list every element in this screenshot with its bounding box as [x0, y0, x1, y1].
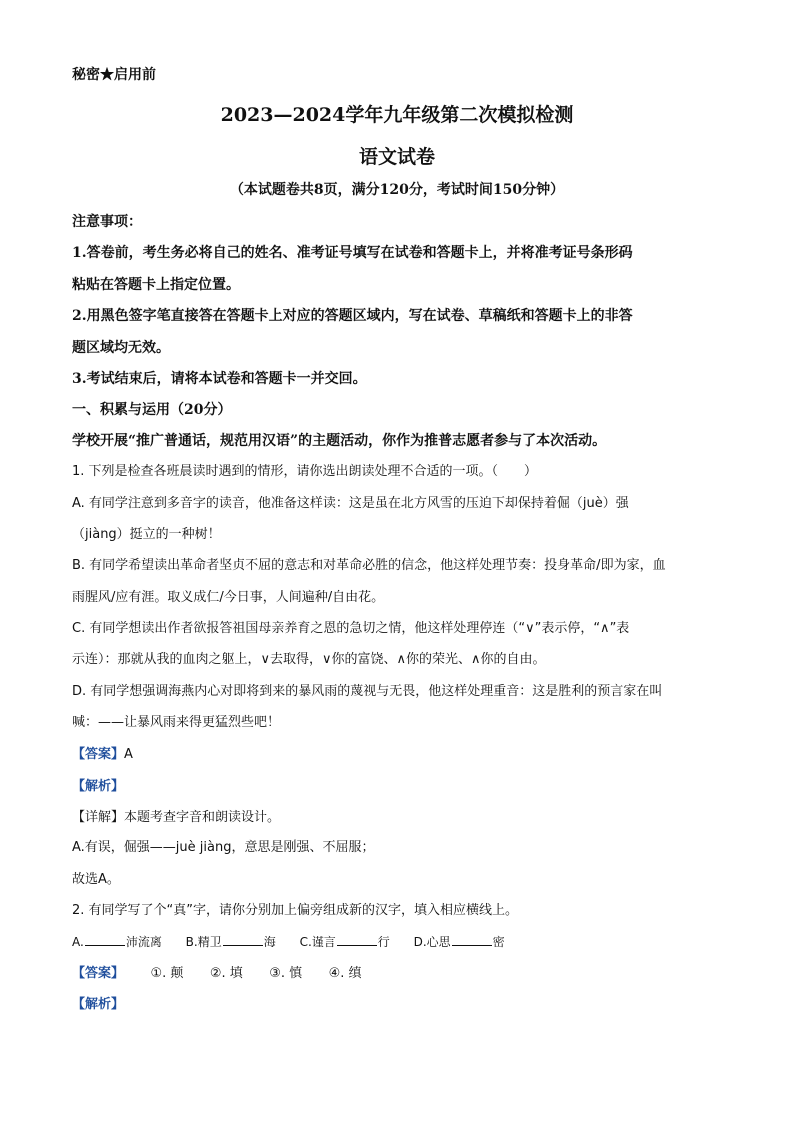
q2-item-b	[186, 933, 276, 951]
q1-detail-line2: 故选A。	[72, 872, 120, 887]
section-heading: 一、积累与运用（20分）	[72, 402, 232, 418]
q2-item-b-suffix: 海	[263, 935, 276, 949]
q1-option-c-line1: C. 有同学想读出作者欲报答祖国母亲养育之恩的急切之情，他这样处理停连（“∨”表示停，“∧”表	[72, 621, 630, 636]
note-2b: 题区域均无效。	[72, 340, 170, 356]
q2-item-a-prefix: A.	[72, 935, 84, 949]
q2-blank-b	[223, 933, 263, 946]
q1-option-b-line1: B. 有同学希望读出革命者坚贞不屈的意志和对革命必胜的信念，他这样处理节奏：投身革命/即为家，血	[72, 558, 666, 573]
q1-option-b-line2: 雨腥风/应有涯。取义成仁/今日事，人间遍种/自由花。	[72, 590, 385, 605]
q2-analysis-row	[72, 995, 722, 1014]
section-intro: 学校开展“推广普通话，规范用汉语”的主题活动，你作为推普志愿者参与了本次活动。	[72, 433, 607, 449]
q1-stem: 1. 下列是检查各班晨读时遇到的情形，请你选出朗读处理不合适的一项。（ ）	[72, 464, 538, 479]
q1-option-d-line1: D. 有同学想强调海燕内心对即将到来的暴风雨的蔑视与无畏，他这样处理重音：这是胜利的预言家在叫	[72, 684, 663, 699]
q1-detail: 本题考查字音和朗读设计。	[124, 810, 281, 825]
q2-answer-2: ②. 填	[209, 966, 243, 981]
answer-label: 【答案】	[72, 747, 125, 762]
answer-label: 【答案】	[72, 966, 125, 981]
q2-item-d-suffix: 密	[492, 935, 505, 949]
q2-item-c-prefix: C.谨言	[299, 935, 336, 949]
secret-label: 秘密★启用前	[72, 67, 156, 83]
q1-answer: A	[124, 747, 133, 762]
q1-option-c-line2: 示连）：那就从我的血肉之躯上，∨去取得，∨你的富饶、∧你的荣光、∧你的自由。	[72, 652, 546, 667]
q1-answer-row	[72, 745, 722, 764]
analysis-label: 【解析】	[72, 997, 125, 1012]
q2-fill-row	[72, 933, 722, 951]
q2-blank-d	[452, 933, 492, 946]
q2-answer-1: ①. 颠	[150, 966, 184, 981]
q1-detail-row	[72, 808, 722, 827]
q2-stem: 2. 有同学写了个“真”字，请你分别加上偏旁组成新的汉字，填入相应横线上。	[72, 903, 519, 918]
analysis-label: 【解析】	[72, 779, 125, 794]
note-1a: 1.答卷前，考生务必将自己的姓名、准考证号填写在试卷和答题卡上，并将准考证号条形码	[72, 245, 633, 261]
q2-item-a	[72, 933, 162, 951]
q1-analysis-row	[72, 777, 722, 796]
note-2a: 2.用黑色签字笔直接答在答题卡上对应的答题区域内，写在试卷、草稿纸和答题卡上的非答	[72, 308, 633, 324]
q2-item-c	[300, 933, 390, 951]
exam-info: （本试题卷共8页，满分120分，考试时间150分钟）	[229, 182, 565, 198]
q1-option-a-line2: （jiàng）挺立的一种树！	[72, 527, 221, 542]
q2-item-b-prefix: B.精卫	[185, 935, 222, 949]
q2-item-a-suffix: 沛流离	[125, 935, 162, 949]
q2-item-d-prefix: D.心思	[413, 935, 451, 949]
q2-answer-4: ④. 缜	[328, 966, 362, 981]
q2-answer-row	[72, 964, 722, 983]
q1-option-d-line2: 喊：——让暴风雨来得更猛烈些吧！	[72, 715, 281, 730]
q1-detail-line1: A.有误，倔强——juè jiàng，意思是刚强、不屈服；	[72, 840, 375, 855]
q2-answer-3: ③. 慎	[269, 966, 303, 981]
q2-item-c-suffix: 行	[377, 935, 390, 949]
q2-item-d	[414, 933, 505, 951]
note-3: 3.考试结束后，请将本试卷和答题卡一并交回。	[72, 371, 367, 387]
note-1b: 粘贴在答题卡上指定位置。	[72, 277, 240, 293]
detail-label: 【详解】	[72, 810, 125, 825]
q2-blank-c	[337, 933, 377, 946]
exam-subtitle: 语文试卷	[358, 146, 435, 168]
q1-option-a-line1: A. 有同学注意到多音字的读音，他准备这样读：这是虽在北方风雪的压迫下却保持着倔（juè）强	[72, 496, 629, 511]
q2-blank-a	[85, 933, 125, 946]
exam-title: 2023—2024学年九年级第二次模拟检测	[220, 104, 574, 126]
notes-heading: 注意事项：	[72, 214, 142, 230]
